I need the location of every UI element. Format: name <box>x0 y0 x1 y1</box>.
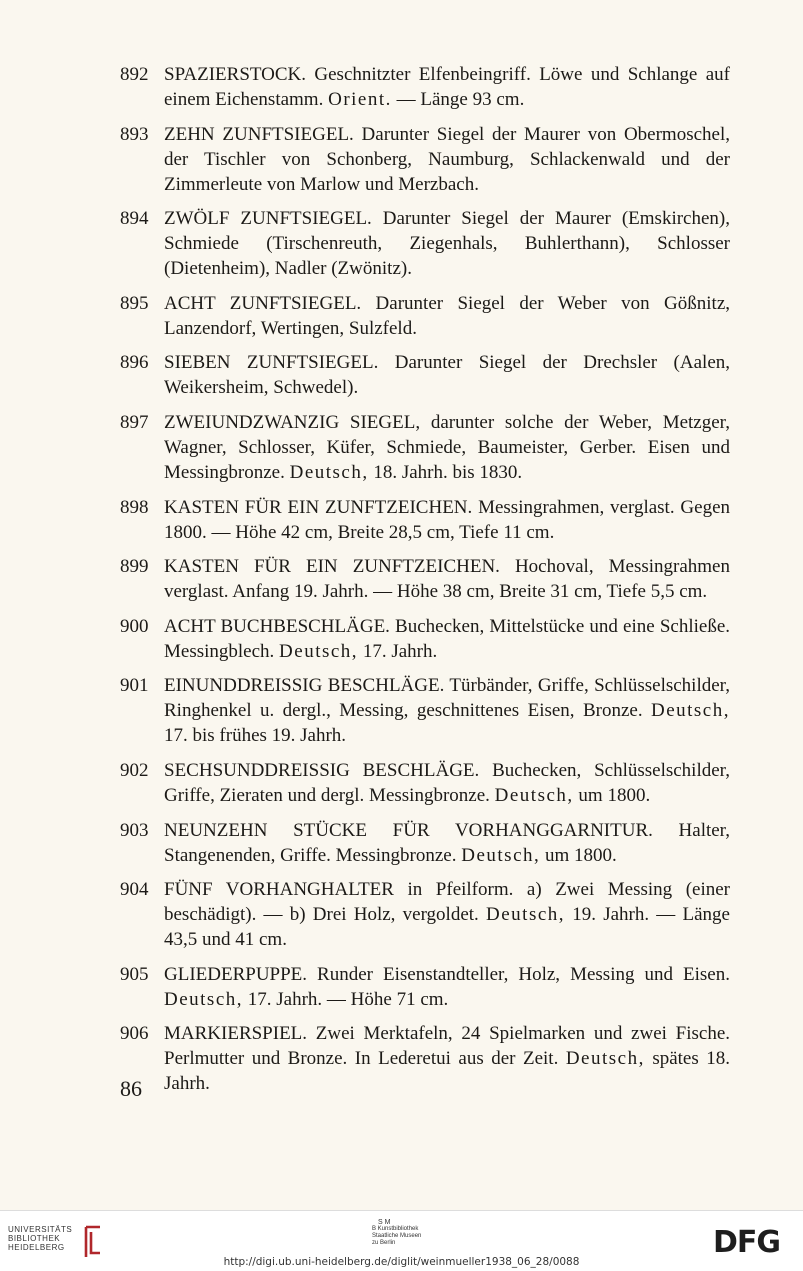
entry-description: MARKIERSPIEL. Zwei Merktafeln, 24 Spielmarken und zwei Fische. Perlmutter und Bronze. In Lederetui aus der Zeit. <box>164 1023 730 1070</box>
entry-number: 893 <box>120 123 149 145</box>
entry-description: FÜNF VORHANGHALTER in Pfeilform. a) Zwei Messing (einer beschädigt). — b) Drei Holz, vergoldet. <box>164 879 730 926</box>
entry-text <box>164 1021 730 1096</box>
entry-description: SECHSUNDDREISSIG BESCHLÄGE. Buchecken, Schlüsselschilder, Griffe, Zieraten und dergl. Messingbronze. <box>164 759 730 806</box>
entry-description: KASTEN FÜR EIN ZUNFTZEICHEN. Messingrahmen, verglast. Gegen 1800. — Höhe 42 cm, Breite 28,5 cm, Tiefe 11 cm. <box>164 496 730 543</box>
university-library-name: UNIVERSITÄTS BIBLIOTHEK HEIDELBERG <box>8 1225 73 1252</box>
catalog-entry <box>120 122 730 197</box>
permalink-url[interactable]: http://digi.ub.uni-heidelberg.de/diglit/weinmueller1938_06_28/0088 <box>223 1256 580 1268</box>
kunstbibliothek-logo[interactable]: S M B Kunstbibliothek Staatliche Museen zu Berlin <box>372 1219 422 1246</box>
entry-text <box>164 206 730 281</box>
entry-origin: Deutsch, <box>565 1048 645 1070</box>
catalog-entry <box>120 495 730 545</box>
entry-number: 897 <box>120 411 149 433</box>
entry-number: 892 <box>120 64 149 85</box>
entry-description: KASTEN FÜR EIN ZUNFTZEICHEN. Hochoval, Messingrahmen verglast. Anfang 19. Jahrh. — Höhe 38 cm, Breite 31 cm, Tiefe 5,5 cm. <box>164 556 730 603</box>
entry-text <box>164 673 730 748</box>
catalog-entry <box>120 206 730 281</box>
entry-text <box>164 877 730 952</box>
catalog-entry <box>120 410 730 485</box>
entry-text <box>164 758 730 808</box>
catalog-entry <box>120 62 730 112</box>
entry-number: 894 <box>120 208 149 230</box>
entry-description: um 1800. <box>573 784 651 806</box>
entry-text <box>164 554 730 604</box>
catalog-entry <box>120 1021 730 1096</box>
entry-number: 904 <box>120 879 149 901</box>
entry-description: 17. Jahrh. <box>358 640 438 662</box>
entry-description: — Länge 93 cm. <box>391 89 525 110</box>
entry-description: SIEBEN ZUNFTSIEGEL. Darunter Siegel der Drechsler (Aalen, Weikersheim, Schwedel). <box>164 352 730 399</box>
entry-origin: Deutsch, <box>486 904 566 926</box>
entry-text <box>164 62 730 112</box>
entry-description: ZWEIUNDZWANZIG SIEGEL, darunter solche der Weber, Metzger, Wagner, Schlosser, Küfer, Schmiede, Baumeister, Gerber. Eisen und Messingbronze. <box>164 411 730 483</box>
entry-text <box>164 291 730 341</box>
entry-origin: Deutsch, <box>461 844 541 866</box>
catalog-entry <box>120 291 730 341</box>
footer <box>0 1210 803 1271</box>
catalog-entry <box>120 818 730 868</box>
entry-number: 903 <box>120 819 149 841</box>
entry-description: EINUNDDREISSIG BESCHLÄGE. Türbänder, Griffe, Schlüsselschilder, Ringhenkel u. dergl., Messing, geschnittenes Eisen, Bronze. <box>164 675 730 722</box>
entry-description: 19. Jahrh. — Länge 43,5 und 41 cm. <box>164 904 730 951</box>
entry-description: ZWÖLF ZUNFTSIEGEL. Darunter Siegel der Maurer (Emskirchen), Schmiede (Tirschenreuth, Ziegenhals, Buhlerthann), Schlosser (Dietenheim), Nadler (Zwönitz). <box>164 208 730 280</box>
entry-number: 900 <box>120 615 149 637</box>
entry-text <box>164 410 730 485</box>
entry-number: 902 <box>120 759 149 781</box>
entry-origin: Deutsch, <box>650 700 730 722</box>
catalog-entry <box>120 554 730 604</box>
catalog-entry <box>120 350 730 400</box>
entry-text <box>164 614 730 664</box>
entry-number: 905 <box>120 963 149 985</box>
catalog-entry <box>120 962 730 1012</box>
entry-origin: Deutsch, <box>279 640 359 662</box>
dfg-logo[interactable]: DFG <box>713 1225 781 1260</box>
catalog-entry <box>120 614 730 664</box>
entry-number: 898 <box>120 496 149 518</box>
entry-description: ACHT ZUNFTSIEGEL. Darunter Siegel der Weber von Gößnitz, Lanzendorf, Wertingen, Sulzfeld. <box>164 292 730 339</box>
university-logo-icon <box>82 1223 104 1259</box>
catalog-entries <box>120 62 730 1106</box>
entry-number: 895 <box>120 292 149 314</box>
catalog-entry <box>120 758 730 808</box>
entry-description: GLIEDERPUPPE. Runder Eisenstandteller, Holz, Messing und Eisen. <box>164 963 730 985</box>
entry-number: 899 <box>120 556 149 578</box>
entry-description: 18. Jahrh. bis 1830. <box>368 461 523 483</box>
entry-description: spätes 18. Jahrh. <box>164 1048 730 1095</box>
entry-origin: Deutsch, <box>164 988 244 1010</box>
entry-description: SPAZIERSTOCK. Geschnitzter Elfenbeingriff. Löwe und Schlange auf einem Eichenstamm. <box>164 64 730 110</box>
entry-text <box>164 122 730 197</box>
entry-description: 17. Jahrh. — Höhe 71 cm. <box>243 988 449 1010</box>
entry-description: NEUNZEHN STÜCKE FÜR VORHANGGARNITUR. Halter, Stangenenden, Griffe. Messingbronze. <box>164 819 730 866</box>
entry-text <box>164 495 730 545</box>
entry-description: um 1800. <box>540 844 617 866</box>
entry-number: 906 <box>120 1023 149 1045</box>
entry-text <box>164 350 730 400</box>
entry-text <box>164 962 730 1012</box>
page-number: 86 <box>120 1076 142 1101</box>
entry-origin: Orient. <box>328 89 392 110</box>
entry-origin: Deutsch, <box>494 784 574 806</box>
entry-text <box>164 818 730 868</box>
entry-number: 901 <box>120 675 149 697</box>
entry-origin: Deutsch, <box>289 461 369 483</box>
entry-description: 17. bis frühes 19. Jahrh. <box>164 725 347 747</box>
entry-number: 896 <box>120 352 149 374</box>
entry-description: ZEHN ZUNFTSIEGEL. Darunter Siegel der Maurer von Obermoschel, der Tischler von Schonberg, Naumburg, Schlackenwald und der Zimmerleute von Marlow und Merzbach. <box>164 123 730 195</box>
entry-description: ACHT BUCHBESCHLÄGE. Buchecken, Mittelstücke und eine Schließe. Messingblech. <box>164 615 730 662</box>
catalog-entry <box>120 673 730 748</box>
catalog-entry <box>120 877 730 952</box>
